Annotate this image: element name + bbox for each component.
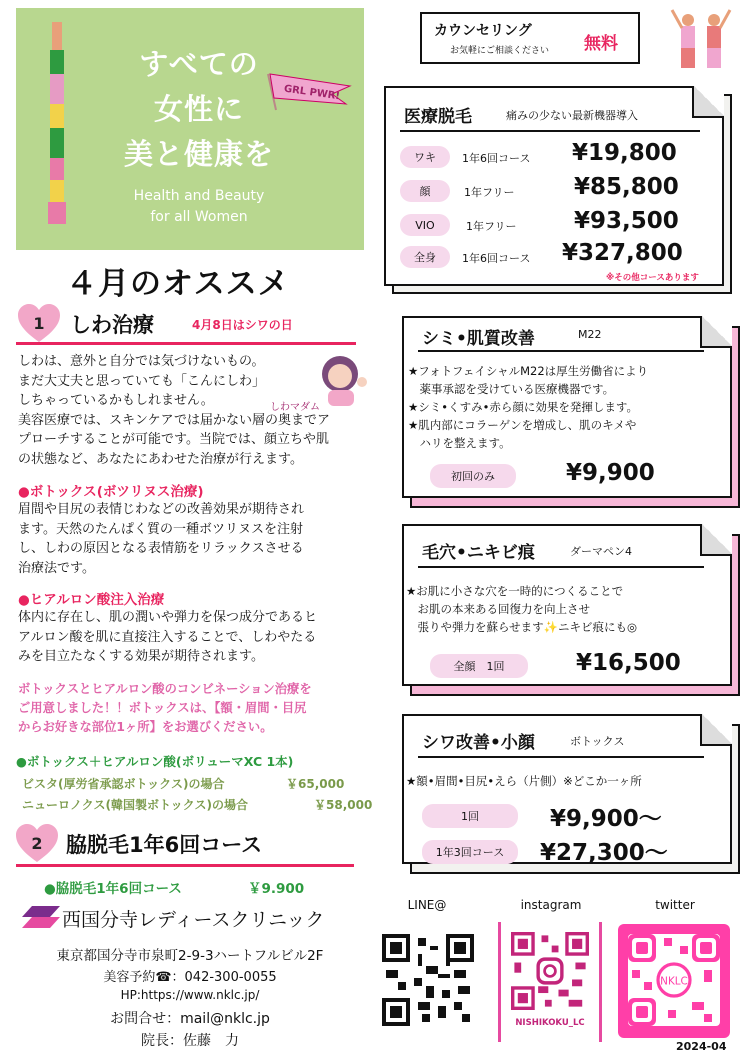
divider — [418, 756, 704, 758]
text-line: 薬事承認を受けている医療機器です。 — [408, 382, 615, 396]
course-label: 1年フリー — [464, 186, 515, 199]
instagram-qr-frame[interactable] — [498, 922, 602, 1042]
page-fold — [692, 86, 724, 118]
price: ¥327,800 — [562, 240, 683, 266]
area-pill: 全身 — [400, 246, 450, 268]
hero-title-line: すべての — [139, 47, 259, 81]
other-courses-note: ※その他コースあります — [606, 273, 699, 283]
hyaluronic-heading: ●ヒアルロン酸注入治療 — [18, 592, 165, 608]
text-line: 張りや弾力を蘇らせます✨ニキビ痕にも◎ — [406, 620, 638, 634]
clinic-address: 東京都国分寺市泉町2-9-3ハートフルビル2F — [56, 948, 324, 964]
vista-price: ￥65,000 — [286, 777, 345, 791]
neuro-price: ￥58,000 — [314, 798, 373, 812]
botox-text — [18, 500, 386, 578]
divider — [400, 130, 700, 132]
heart-icon — [18, 304, 60, 344]
text-line: の状態など、あなたにあわせた治療が行えます。 — [18, 451, 303, 467]
text-line: アルロン酸を肌に直接注入することで、しわやたる — [18, 629, 317, 645]
clinic-mail[interactable]: お問合せ：mail@nklc.jp — [110, 1011, 270, 1027]
line-qr-code[interactable] — [382, 934, 474, 1026]
shiwa-card — [402, 714, 732, 864]
pink-divider — [16, 864, 354, 867]
text-line: からお好きな部位1ヶ所】をお選びください。 — [18, 720, 273, 734]
text-line: ボトックスとヒアルロン酸のコンビネーション治療を — [18, 682, 312, 696]
course-label: 1年6回コース — [462, 252, 531, 265]
instagram-handle: NISHIKOKU_LC — [515, 1018, 585, 1028]
course-pill: 1年3回コース — [422, 840, 518, 864]
issue-date: 2024-04 — [676, 1040, 727, 1053]
hero-subtitle-line: for all Women — [150, 209, 248, 225]
course-pill: 1回 — [422, 804, 518, 828]
course-label: 1年6回コース — [462, 152, 531, 165]
shimi-note: M22 — [578, 328, 602, 341]
datsumo-title: 医療脱毛 — [404, 107, 472, 127]
neuro-label: ニューロノクス(韓国製ボトックス)の場合 — [22, 798, 249, 812]
shimi-description — [408, 362, 648, 452]
clinic-name: 西国分寺レディースクリニック — [62, 909, 325, 931]
counseling-sub: お気軽にご相談ください — [450, 46, 550, 56]
clinic-homepage-link[interactable]: HP:https://www.nklc.jp/ — [120, 988, 260, 1002]
hero-subtitle — [16, 186, 364, 228]
line-label: LINE@ — [407, 898, 447, 912]
keana-note: ダーマペン4 — [570, 545, 632, 558]
price: ¥27,300〜 — [540, 840, 668, 866]
price: ¥9,900〜 — [550, 806, 662, 832]
text-line: ★肌内部にコラーゲンを増成し、肌のキメや — [408, 418, 637, 432]
twitter-qr-code[interactable] — [628, 934, 720, 1026]
section1-title: しわ治療 — [70, 313, 154, 337]
shiwa-day-note: 4月8日はシワの日 — [192, 318, 293, 332]
twitter-label: twitter — [655, 898, 695, 912]
text-line: ハリを整えます。 — [408, 436, 511, 450]
price: ¥19,800 — [572, 140, 677, 166]
hyaluronic-text — [18, 608, 386, 667]
heart-icon — [16, 824, 58, 864]
text-line: 体内に存在し、肌の潤いや弾力を保つ成分であるヒ — [18, 610, 318, 625]
course-pill: 初回のみ — [430, 464, 516, 488]
course-pill: 全顔 1回 — [430, 654, 528, 678]
area-pill: 顔 — [400, 180, 450, 202]
shiwa-card-description: ★額•眉間•目尻•えら（片側）※どこか一ヶ所 — [406, 774, 642, 788]
grl-pwr-flag — [262, 64, 354, 114]
cheering-women-illustration — [668, 8, 734, 70]
hero-title-line: 女性に — [153, 92, 244, 126]
text-line: お肌の本来ある回復力を向上させ — [406, 602, 590, 616]
combo-heading: ●ボトックス＋ヒアルロン酸(ボリューマXC 1本) — [16, 754, 294, 769]
text-line: ★お肌に小さな穴を一時的につくることで — [406, 584, 624, 598]
twitter-qr-frame[interactable] — [618, 924, 730, 1038]
text-line: ★フォトフェイシャルM22は厚生労働省により — [408, 364, 649, 378]
combo-text — [18, 680, 386, 737]
course-label: 1年フリー — [466, 220, 517, 233]
text-line: 美容医療では、スキンケアでは届かない層の奥までア — [18, 412, 331, 428]
text-line: 治療法です。 — [18, 560, 95, 576]
hero-banner — [16, 8, 364, 250]
text-line: ★シミ•くすみ•赤ら顔に効果を発揮します。 — [408, 400, 638, 414]
text-line: ます。天然のたんぱく質の一種ボツリヌスを注射 — [18, 521, 303, 537]
instagram-qr-code[interactable] — [511, 932, 589, 1010]
divider — [418, 350, 704, 352]
page-fold — [700, 524, 732, 556]
price: ¥85,800 — [574, 174, 679, 200]
pink-divider — [16, 342, 356, 345]
text-line: しわは、意外と自分では気づけないもの。 — [18, 354, 265, 369]
keana-description — [406, 582, 637, 636]
hero-title-line: 美と健康を — [123, 137, 274, 171]
madam-caption: しわマダム — [270, 402, 320, 413]
shimi-card — [402, 316, 732, 498]
area-pill: VIO — [400, 214, 450, 236]
text-line: ご用意しました！！ボトックスは、【額・眉間・目尻 — [18, 701, 307, 715]
keana-card — [402, 524, 732, 686]
divider — [418, 566, 704, 568]
price: ¥93,500 — [574, 208, 679, 234]
shimi-title: シミ•肌質改善 — [422, 329, 535, 349]
waki-course-price: ￥9.900 — [248, 881, 305, 897]
text-line: 眉間や目尻の表情じわなどの改善効果が期待され — [18, 502, 305, 517]
flag-text: GRL PWR! — [283, 83, 341, 103]
vista-label: ビスタ(厚労省承認ボトックス)の場合 — [22, 777, 225, 791]
botox-heading: ●ボトックス(ボツリヌス治療) — [18, 484, 204, 500]
counseling-free: 無料 — [584, 34, 618, 54]
clinic-logo-icon — [22, 906, 60, 928]
text-line: し、しわの原因となる表情筋をリラックスさせる — [18, 541, 304, 557]
text-line: みを目立たなくする効果が期待されます。 — [18, 649, 264, 665]
datsumo-note: 痛みの少ない最新機器導入 — [506, 109, 638, 122]
page-fold — [700, 714, 732, 746]
page-fold — [700, 316, 732, 348]
keana-title: 毛穴•ニキビ痕 — [422, 543, 535, 563]
price: ¥16,500 — [576, 650, 681, 676]
shiwa-card-title: シワ改善•小顔 — [422, 733, 535, 753]
datsumo-card — [384, 86, 724, 286]
section2-title: 脇脱毛1年6回コース — [66, 833, 263, 857]
twitter-qr-center-text: NKLC — [660, 975, 688, 988]
section-number: 2 — [31, 834, 43, 853]
page-heading: ４月のオススメ — [66, 266, 290, 302]
counseling-title: カウンセリング — [434, 23, 532, 39]
counseling-box — [420, 12, 640, 64]
intro-text — [18, 352, 386, 470]
hero-subtitle-line: Health and Beauty — [133, 188, 265, 204]
area-pill: ワキ — [400, 146, 450, 168]
price: ¥9,900 — [566, 460, 655, 486]
instagram-label: instagram — [520, 898, 582, 912]
shiwa-card-note: ボトックス — [570, 735, 625, 748]
clinic-director: 院長：佐藤 力 — [141, 1033, 239, 1049]
text-line: まだ大丈夫と思っていても「こんにしわ」 — [18, 373, 266, 389]
text-line: しちゃっているかもしれません。 — [18, 393, 214, 409]
text-line: プローチすることが可能です。当院では、顔立ちや肌 — [18, 432, 329, 448]
waki-course-label: ●脇脱毛1年6回コース — [44, 881, 182, 897]
section-number: 1 — [33, 314, 45, 333]
clinic-tel[interactable]: 美容予約☎：042-300-0055 — [103, 970, 277, 985]
